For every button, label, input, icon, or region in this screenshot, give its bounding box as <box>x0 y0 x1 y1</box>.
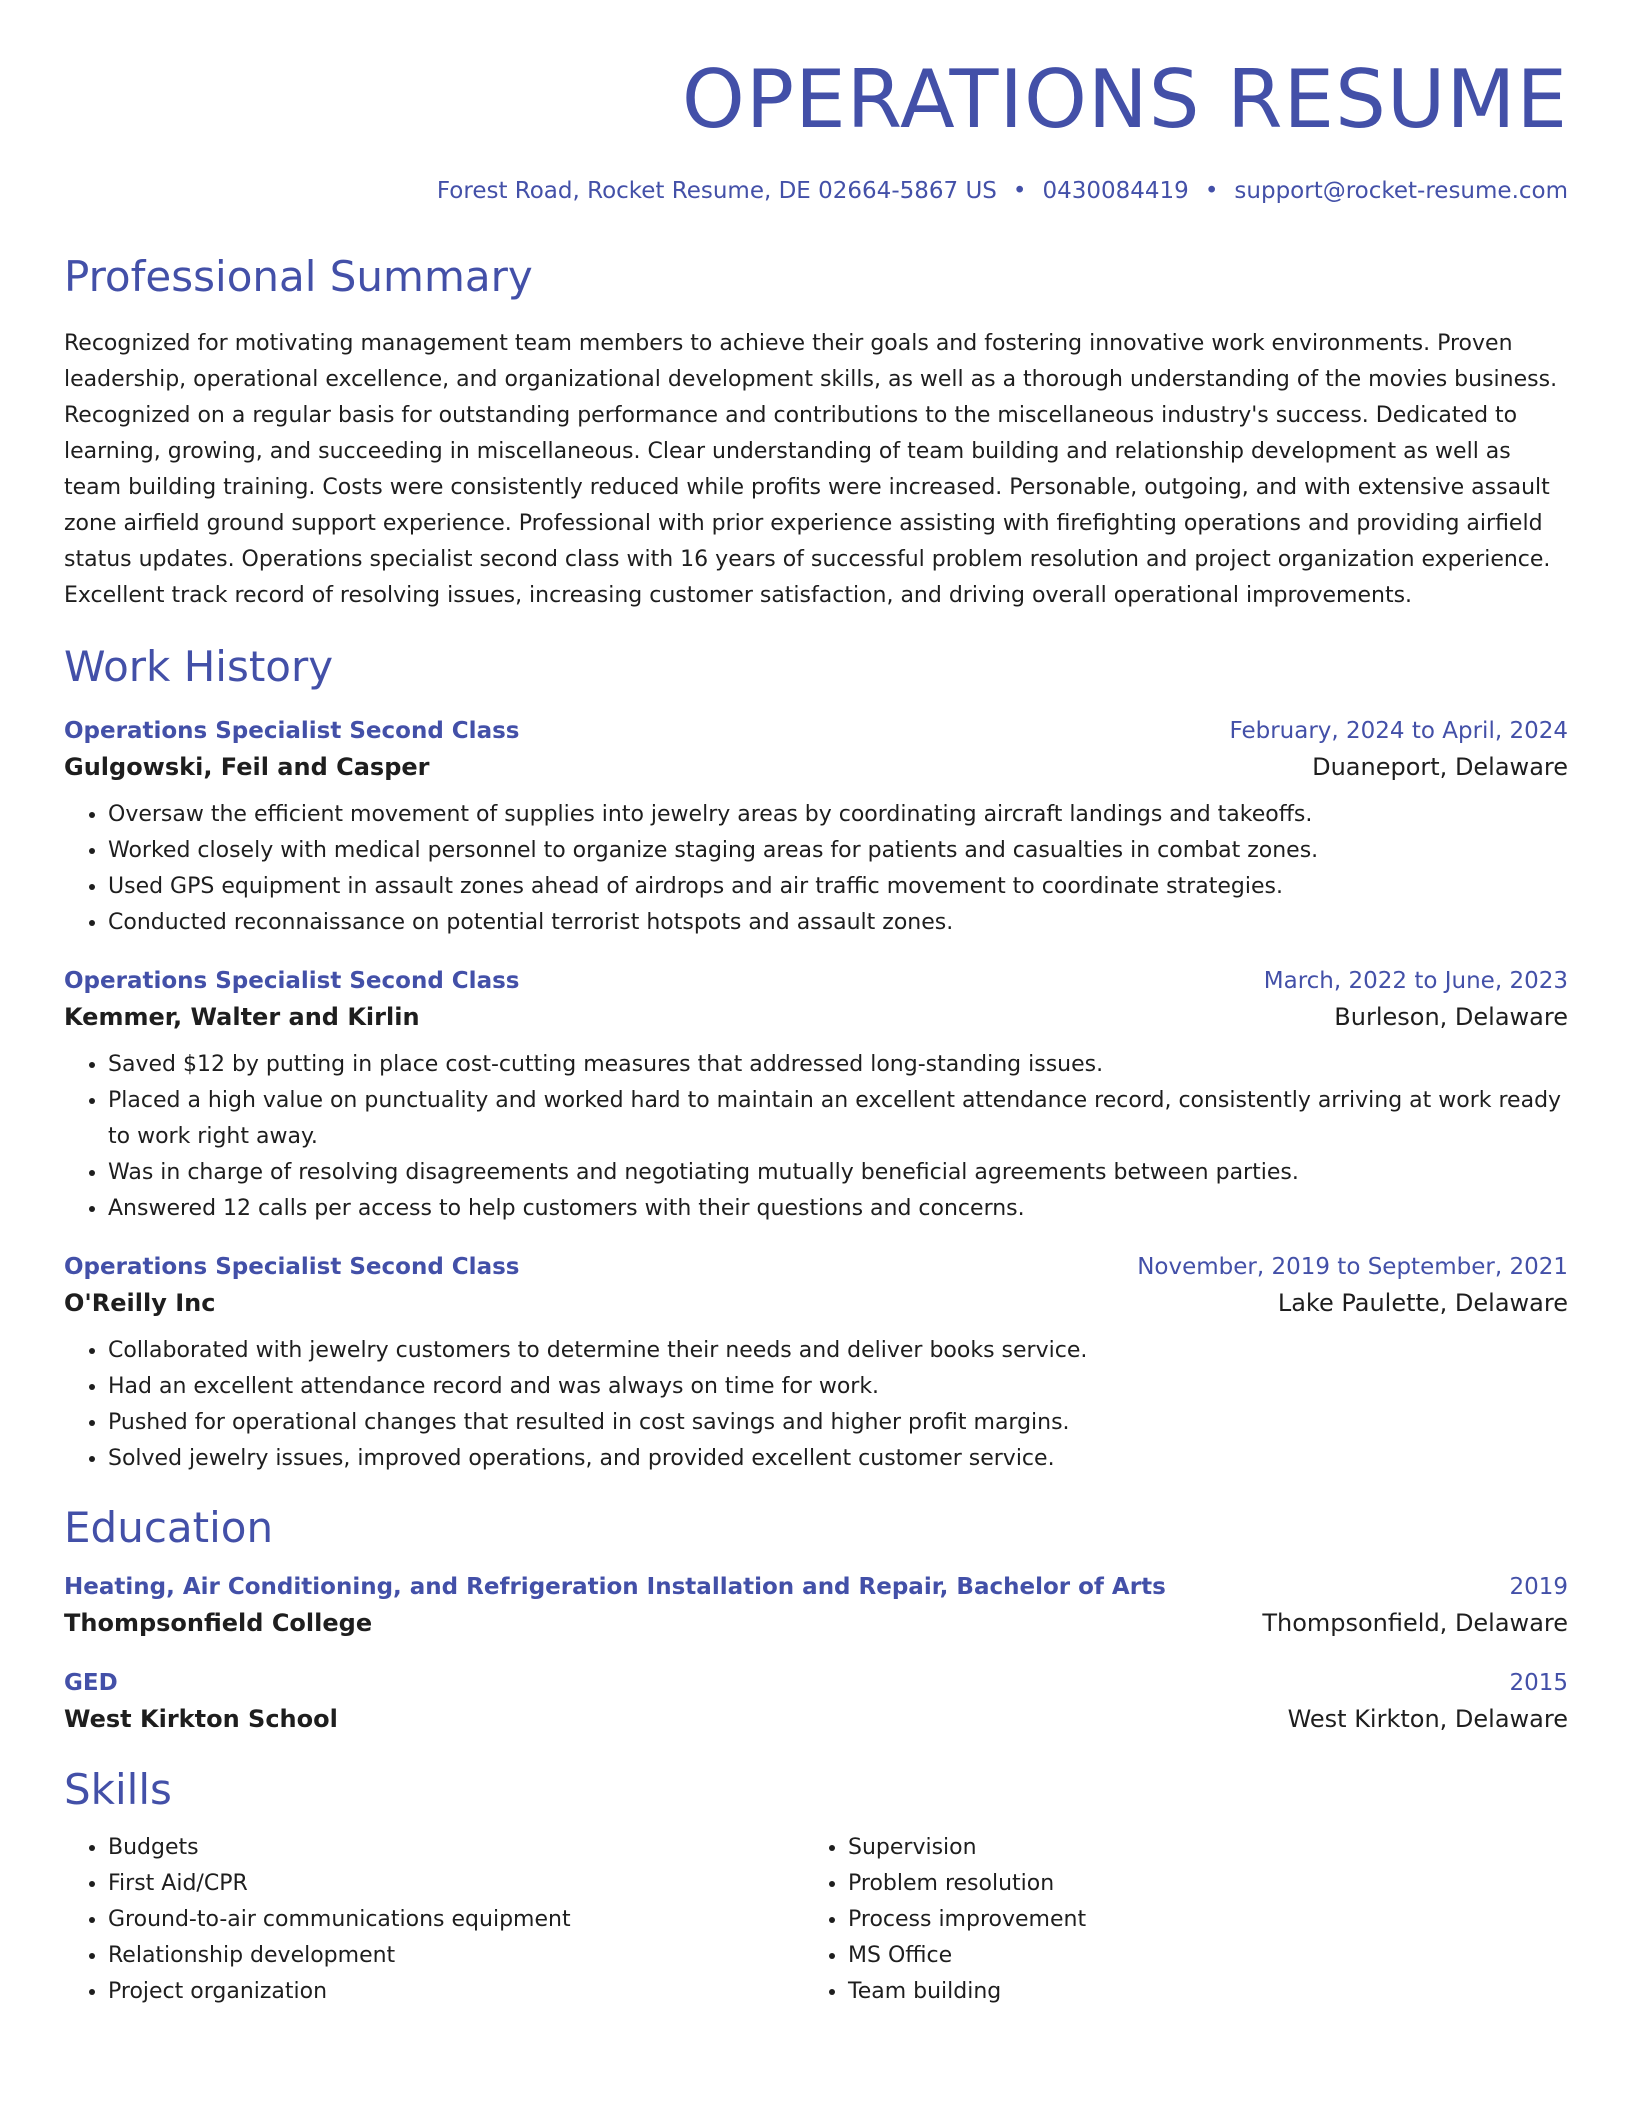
work-history-title: Work History <box>64 642 334 692</box>
contact-separator: • <box>1012 178 1027 204</box>
skill-item: • Relationship development <box>108 1938 804 1974</box>
summary-title: Professional Summary <box>64 252 533 301</box>
education-section <box>64 1503 1568 1737</box>
job-bullet: • Oversaw the efficient movement of supplies into jewelry areas by coordinating aircraft landings and takeoffs. <box>108 797 1568 833</box>
skills-section <box>64 1765 1568 2009</box>
education-degree: GED <box>64 1670 118 1697</box>
resume-header <box>64 0 1568 204</box>
job-location: Burleson, Delaware <box>1334 1002 1568 1031</box>
skill-item: • Budgets <box>108 1830 804 1866</box>
contact-line <box>64 178 1568 204</box>
job-location: Duaneport, Delaware <box>1312 752 1568 781</box>
education-year: 2015 <box>1509 1670 1568 1697</box>
education-year: 2019 <box>1509 1574 1568 1601</box>
education-entry <box>64 1571 1568 1641</box>
education-degree: Heating, Air Conditioning, and Refrigeration Installation and Repair, Bachelor of Arts <box>64 1574 1166 1601</box>
summary-section <box>64 252 1568 614</box>
education-school: Thompsonfield College <box>64 1609 373 1638</box>
skill-item: • First Aid/CPR <box>108 1866 804 1902</box>
skill-item: • Process improvement <box>848 1902 1086 1938</box>
job-company: Kemmer, Walter and Kirlin <box>64 1002 420 1031</box>
job-company: Gulgowski, Feil and Casper <box>64 752 430 781</box>
skill-item: • MS Office <box>848 1938 1086 1974</box>
skill-item: • Team building <box>848 1974 1086 2010</box>
skill-item: • Problem resolution <box>848 1866 1086 1902</box>
job-entry <box>64 1251 1568 1477</box>
education-location: Thompsonfield, Delaware <box>1262 1609 1568 1638</box>
education-entry <box>64 1667 1568 1737</box>
job-location: Lake Paulette, Delaware <box>1277 1288 1568 1317</box>
contact-separator: • <box>1204 178 1219 204</box>
job-entry <box>64 715 1568 941</box>
skills-title: Skills <box>64 1765 172 1815</box>
job-bullet: • Pushed for operational changes that resulted in cost savings and higher profit margins. <box>108 1405 1568 1441</box>
skill-item: • Ground-to-air communications equipment <box>108 1902 804 1938</box>
skills-list-right <box>804 1830 1086 2010</box>
job-bullet: • Solved jewelry issues, improved operations, and provided excellent customer service. <box>108 1441 1568 1477</box>
job-position: Operations Specialist Second Class <box>64 717 520 744</box>
job-bullet: • Collaborated with jewelry customers to determine their needs and deliver books service. <box>108 1333 1568 1369</box>
job-bullets <box>64 1333 1568 1477</box>
job-position: Operations Specialist Second Class <box>64 967 520 994</box>
contact-address: Forest Road, Rocket Resume, DE 02664-5867 US <box>436 178 997 204</box>
job-bullet: • Worked closely with medical personnel to organize staging areas for patients and casualties in combat zones. <box>108 833 1568 869</box>
job-position: Operations Specialist Second Class <box>64 1253 520 1280</box>
contact-phone: 0430084419 <box>1042 178 1189 204</box>
contact-email: support@rocket-resume.com <box>1234 178 1568 204</box>
skills-list-left <box>64 1830 804 2010</box>
summary-text: Recognized for motivating management team members to achieve their goals and fostering innovative work environments. Proven leadership, operational excellence, and organizational development skills, as well as a thorough understanding of the movies business. Recognized on a regular basis for outstanding performance and contributions to the miscellaneous industry's success. Dedicated to learning, growing, and succeeding in miscellaneous. Clear understanding of team building and relationship development as well as team building training. Costs were consistently reduced while profits were increased. Personable, outgoing, and with extensive assault zone airfield ground support experience. Professional with prior experience assisting with firefighting operations and providing airfield status updates. Operations specialist second class with 16 years of successful problem resolution and project organization experience. Excellent track record of resolving issues, increasing customer satisfaction, and driving overall operational improvements. <box>64 331 1558 609</box>
education-title: Education <box>64 1502 274 1552</box>
job-dates: March, 2022 to June, 2023 <box>1263 967 1568 994</box>
job-bullet: • Had an excellent attendance record and was always on time for work. <box>108 1369 1568 1405</box>
job-bullet: • Placed a high value on punctuality and worked hard to maintain an excellent attendance record, consistently arriving at work ready to work right away. <box>108 1083 1568 1155</box>
job-bullet: • Conducted reconnaissance on potential terrorist hotspots and assault zones. <box>108 905 1568 941</box>
skill-item: • Project organization <box>108 1974 804 2010</box>
education-location: West Kirkton, Delaware <box>1287 1705 1568 1734</box>
job-bullet: • Was in charge of resolving disagreements and negotiating mutually beneficial agreements between parties. <box>108 1155 1568 1191</box>
job-bullets <box>64 797 1568 941</box>
job-bullet: • Used GPS equipment in assault zones ahead of airdrops and air traffic movement to coordinate strategies. <box>108 869 1568 905</box>
work-history-section <box>64 642 1568 1476</box>
job-bullet: • Answered 12 calls per access to help customers with their questions and concerns. <box>108 1191 1568 1227</box>
skills-columns <box>64 1830 1568 2010</box>
job-bullets <box>64 1047 1568 1227</box>
resume-name: OPERATIONS RESUME <box>681 53 1568 146</box>
skill-item: • Supervision <box>848 1830 1086 1866</box>
job-company: O'Reilly Inc <box>64 1288 216 1317</box>
job-entry <box>64 965 1568 1227</box>
education-school: West Kirkton School <box>64 1705 338 1734</box>
job-dates: February, 2024 to April, 2024 <box>1229 717 1568 744</box>
job-dates: November, 2019 to September, 2021 <box>1137 1253 1568 1280</box>
job-bullet: • Saved $12 by putting in place cost-cutting measures that addressed long-standing issues. <box>108 1047 1568 1083</box>
